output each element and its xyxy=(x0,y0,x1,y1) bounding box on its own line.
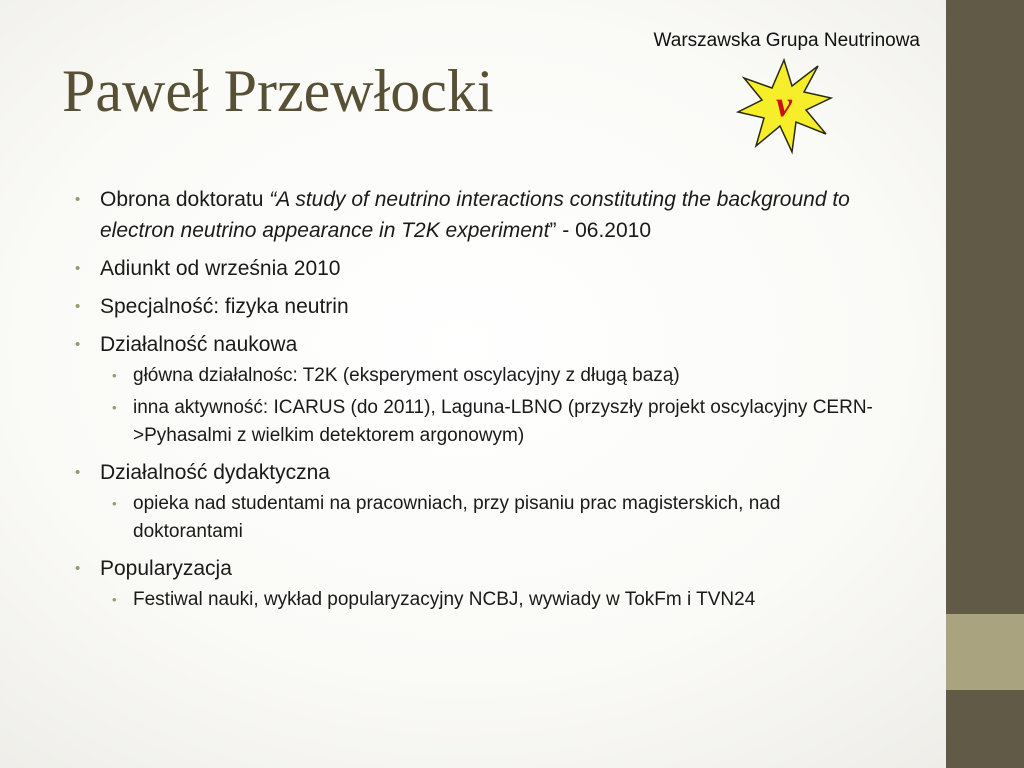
research-label: Działalność naukowa xyxy=(100,333,298,356)
group-name: Warszawska Grupa Neutrinowa xyxy=(653,30,920,51)
neutrino-symbol: ν xyxy=(776,84,792,124)
slide-title: Paweł Przewłocki xyxy=(62,58,494,124)
sub-bullet-icon: • xyxy=(112,496,117,511)
list-item-specialty xyxy=(75,291,890,322)
teaching-sublist xyxy=(112,490,890,546)
research-sublist xyxy=(112,362,890,450)
neutrino-starburst-icon xyxy=(734,56,834,156)
list-item-popularization-detail xyxy=(112,586,890,614)
list-item-teaching-detail xyxy=(112,490,890,546)
list-item-teaching xyxy=(75,457,890,546)
decorative-sidebar-accent xyxy=(946,614,1024,690)
bullet-icon: • xyxy=(75,560,81,577)
research-main-text: główna działalnośc: T2K (eksperyment oscylacyjny z długą bazą) xyxy=(133,365,680,386)
list-item-research xyxy=(75,329,890,450)
popularization-label: Popularyzacja xyxy=(100,557,232,580)
popularization-detail-text: Festiwal nauki, wykład popularyzacyjny NCBJ, wywiady w TokFm i TVN24 xyxy=(133,589,756,610)
list-item-research-main xyxy=(112,362,890,390)
list-item-phd xyxy=(75,184,890,246)
list-item-research-other xyxy=(112,394,890,450)
list-item-adjunct xyxy=(75,253,890,284)
bullet-icon: • xyxy=(75,260,81,277)
adjunct-text: Adiunkt od września 2010 xyxy=(100,257,341,280)
phd-prefix: Obrona doktoratu xyxy=(100,188,270,211)
sub-bullet-icon: • xyxy=(112,400,117,415)
specialty-text: Specjalność: fizyka neutrin xyxy=(100,295,349,318)
bullet-icon: • xyxy=(75,464,81,481)
bullet-icon: • xyxy=(75,298,81,315)
sub-bullet-icon: • xyxy=(112,368,117,383)
slide-content xyxy=(75,184,890,621)
main-bullet-list xyxy=(75,184,890,614)
bullet-icon: • xyxy=(75,191,81,208)
teaching-label: Działalność dydaktyczna xyxy=(100,461,330,484)
popularization-sublist xyxy=(112,586,890,614)
sub-bullet-icon: • xyxy=(112,592,117,607)
teaching-detail-text: opieka nad studentami na pracowniach, przy pisaniu prac magisterskich, nad doktorantami xyxy=(133,493,781,542)
bullet-icon: • xyxy=(75,336,81,353)
list-item-popularization xyxy=(75,553,890,614)
phd-thesis-title: “A study of neutrino interactions constituting the background to electron neutrino appearance in T2K experiment xyxy=(100,188,850,242)
phd-date: ” - 06.2010 xyxy=(549,219,652,242)
research-other-text: inna aktywność: ICARUS (do 2011), Laguna-LBNO (przyszły projekt oscylacyjny CERN->Pyhasalmi z wielkim detektorem argonowym) xyxy=(133,397,873,446)
